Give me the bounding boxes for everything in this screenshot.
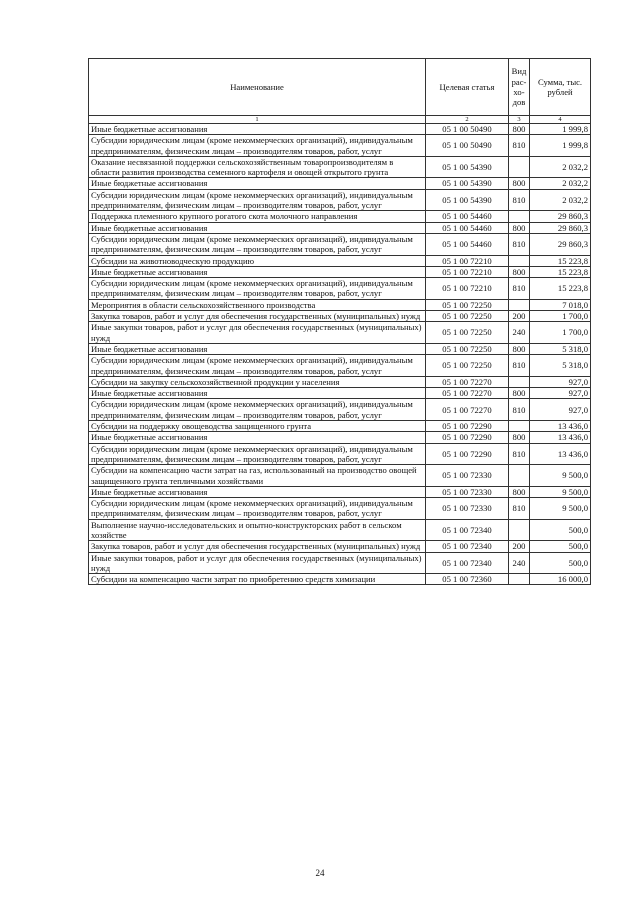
row-code-cell: 05 1 00 72330 <box>426 486 509 497</box>
table-row <box>89 211 591 222</box>
table-row <box>89 574 591 585</box>
header-name: Наименование <box>89 59 426 116</box>
table-row <box>89 156 591 178</box>
row-code-cell: 05 1 00 72290 <box>426 443 509 465</box>
row-name-cell: Иные бюджетные ассигнования <box>89 266 426 277</box>
row-sum-cell: 927,0 <box>530 399 591 421</box>
row-code-cell: 05 1 00 54460 <box>426 233 509 255</box>
row-vid-cell: 810 <box>509 233 530 255</box>
row-code-cell: 05 1 00 72270 <box>426 388 509 399</box>
row-name-cell: Иные бюджетные ассигнования <box>89 432 426 443</box>
row-vid-cell <box>509 299 530 310</box>
row-sum-cell: 15 223,8 <box>530 278 591 300</box>
row-sum-cell: 13 436,0 <box>530 443 591 465</box>
table-row <box>89 322 591 344</box>
page-number: 24 <box>315 868 325 878</box>
row-name-cell: Мероприятия в области сельскохозяйственного производства <box>89 299 426 310</box>
row-vid-cell <box>509 255 530 266</box>
table-row <box>89 278 591 300</box>
row-vid-cell: 800 <box>509 486 530 497</box>
column-number: 2 <box>426 116 509 124</box>
row-vid-cell: 810 <box>509 278 530 300</box>
table-row <box>89 189 591 211</box>
table-row <box>89 498 591 520</box>
row-sum-cell: 9 500,0 <box>530 486 591 497</box>
row-name-cell: Закупка товаров, работ и услуг для обеспечения государственных (муниципальных) нужд <box>89 311 426 322</box>
row-sum-cell: 9 500,0 <box>530 498 591 520</box>
row-vid-cell <box>509 421 530 432</box>
table-row <box>89 399 591 421</box>
row-code-cell: 05 1 00 72250 <box>426 322 509 344</box>
row-sum-cell: 1 700,0 <box>530 311 591 322</box>
row-code-cell: 05 1 00 50490 <box>426 124 509 135</box>
row-vid-cell: 800 <box>509 178 530 189</box>
row-vid-cell: 800 <box>509 222 530 233</box>
row-vid-cell <box>509 465 530 487</box>
row-name-cell: Субсидии юридическим лицам (кроме некоммерческих организаций), индивидуальным предпринимателям, физическим лицам – производителям товаров, работ, услуг <box>89 355 426 377</box>
column-number-row <box>89 116 591 124</box>
row-sum-cell: 13 436,0 <box>530 421 591 432</box>
row-sum-cell: 1 700,0 <box>530 322 591 344</box>
row-sum-cell: 29 860,3 <box>530 233 591 255</box>
table-row <box>89 124 591 135</box>
column-number: 4 <box>530 116 591 124</box>
row-sum-cell: 15 223,8 <box>530 255 591 266</box>
row-name-cell: Поддержка племенного крупного рогатого скота молочного направления <box>89 211 426 222</box>
row-vid-cell: 240 <box>509 552 530 574</box>
header-vid: Вид рас-хо-дов <box>509 59 530 116</box>
table-header-row <box>89 59 591 116</box>
row-sum-cell: 7 018,0 <box>530 299 591 310</box>
row-sum-cell: 500,0 <box>530 541 591 552</box>
row-code-cell: 05 1 00 72210 <box>426 278 509 300</box>
row-vid-cell <box>509 574 530 585</box>
table-row <box>89 541 591 552</box>
table-row <box>89 443 591 465</box>
row-code-cell: 05 1 00 54460 <box>426 211 509 222</box>
row-code-cell: 05 1 00 72250 <box>426 299 509 310</box>
row-sum-cell: 2 032,2 <box>530 189 591 211</box>
row-name-cell: Оказание несвязанной поддержки сельскохозяйственным товаропроизводителям в области развития производства семенного картофеля и овощей открытого грунта <box>89 156 426 178</box>
row-code-cell: 05 1 00 72270 <box>426 399 509 421</box>
row-sum-cell: 29 860,3 <box>530 222 591 233</box>
table-row <box>89 266 591 277</box>
row-name-cell: Закупка товаров, работ и услуг для обеспечения государственных (муниципальных) нужд <box>89 541 426 552</box>
row-sum-cell: 9 500,0 <box>530 465 591 487</box>
row-vid-cell: 800 <box>509 266 530 277</box>
row-code-cell: 05 1 00 72290 <box>426 421 509 432</box>
row-vid-cell: 800 <box>509 124 530 135</box>
table-row <box>89 486 591 497</box>
table-row <box>89 233 591 255</box>
row-name-cell: Субсидии юридическим лицам (кроме некоммерческих организаций), индивидуальным предпринимателям, физическим лицам – производителям товаров, работ, услуг <box>89 135 426 157</box>
table-row <box>89 355 591 377</box>
column-number: 3 <box>509 116 530 124</box>
table-body <box>89 124 591 585</box>
row-name-cell: Иные бюджетные ассигнования <box>89 124 426 135</box>
row-name-cell: Иные бюджетные ассигнования <box>89 388 426 399</box>
row-vid-cell: 800 <box>509 343 530 354</box>
row-name-cell: Иные бюджетные ассигнования <box>89 486 426 497</box>
table-row <box>89 343 591 354</box>
row-vid-cell: 800 <box>509 432 530 443</box>
header-sum: Сумма, тыс. рублей <box>530 59 591 116</box>
row-code-cell: 05 1 00 72210 <box>426 255 509 266</box>
row-code-cell: 05 1 00 72270 <box>426 376 509 387</box>
table-row <box>89 552 591 574</box>
row-vid-cell: 810 <box>509 498 530 520</box>
row-sum-cell: 1 999,8 <box>530 135 591 157</box>
row-name-cell: Субсидии юридическим лицам (кроме некоммерческих организаций), индивидуальным предпринимателям, физическим лицам – производителям товаров, работ, услуг <box>89 189 426 211</box>
row-sum-cell: 500,0 <box>530 519 591 541</box>
row-vid-cell: 810 <box>509 189 530 211</box>
row-sum-cell: 16 000,0 <box>530 574 591 585</box>
table-row <box>89 222 591 233</box>
row-name-cell: Субсидии юридическим лицам (кроме некоммерческих организаций), индивидуальным предпринимателям, физическим лицам – производителям товаров, работ, услуг <box>89 278 426 300</box>
row-sum-cell: 927,0 <box>530 376 591 387</box>
row-vid-cell: 810 <box>509 399 530 421</box>
table-row <box>89 255 591 266</box>
row-sum-cell: 2 032,2 <box>530 178 591 189</box>
row-name-cell: Субсидии юридическим лицам (кроме некоммерческих организаций), индивидуальным предпринимателям, физическим лицам – производителям товаров, работ, услуг <box>89 399 426 421</box>
row-vid-cell: 810 <box>509 135 530 157</box>
table-row <box>89 432 591 443</box>
row-vid-cell: 810 <box>509 355 530 377</box>
row-vid-cell <box>509 211 530 222</box>
row-name-cell: Выполнение научно-исследовательских и опытно-конструкторских работ в сельском хозяйстве <box>89 519 426 541</box>
row-sum-cell: 927,0 <box>530 388 591 399</box>
table-row <box>89 135 591 157</box>
row-name-cell: Субсидии юридическим лицам (кроме некоммерческих организаций), индивидуальным предпринимателям, физическим лицам – производителям товаров, работ, услуг <box>89 443 426 465</box>
row-name-cell: Субсидии на компенсацию части затрат по приобретению средств химизации <box>89 574 426 585</box>
row-name-cell: Субсидии юридическим лицам (кроме некоммерческих организаций), индивидуальным предпринимателям, физическим лицам – производителям товаров, работ, услуг <box>89 498 426 520</box>
row-code-cell: 05 1 00 72290 <box>426 432 509 443</box>
row-name-cell: Иные закупки товаров, работ и услуг для обеспечения государственных (муниципальных) нужд <box>89 552 426 574</box>
row-code-cell: 05 1 00 50490 <box>426 135 509 157</box>
table-row <box>89 311 591 322</box>
row-sum-cell: 5 318,0 <box>530 343 591 354</box>
row-name-cell: Иные закупки товаров, работ и услуг для обеспечения государственных (муниципальных) нужд <box>89 322 426 344</box>
row-name-cell: Иные бюджетные ассигнования <box>89 222 426 233</box>
row-code-cell: 05 1 00 72360 <box>426 574 509 585</box>
row-code-cell: 05 1 00 54390 <box>426 178 509 189</box>
budget-page <box>88 58 590 585</box>
budget-table <box>88 58 591 585</box>
row-sum-cell: 2 032,2 <box>530 156 591 178</box>
row-vid-cell <box>509 376 530 387</box>
row-sum-cell: 1 999,8 <box>530 124 591 135</box>
row-code-cell: 05 1 00 72340 <box>426 541 509 552</box>
row-code-cell: 05 1 00 72330 <box>426 498 509 520</box>
row-name-cell: Иные бюджетные ассигнования <box>89 343 426 354</box>
table-row <box>89 421 591 432</box>
table-row <box>89 465 591 487</box>
table-row <box>89 388 591 399</box>
row-code-cell: 05 1 00 72250 <box>426 311 509 322</box>
row-code-cell: 05 1 00 72340 <box>426 519 509 541</box>
table-row <box>89 178 591 189</box>
row-code-cell: 05 1 00 54460 <box>426 222 509 233</box>
row-name-cell: Субсидии на компенсацию части затрат на газ, использованный на производство овощей защищенного грунта тепличными хозяйствами <box>89 465 426 487</box>
table-row <box>89 299 591 310</box>
row-sum-cell: 15 223,8 <box>530 266 591 277</box>
header-target: Целевая статья <box>426 59 509 116</box>
row-sum-cell: 500,0 <box>530 552 591 574</box>
column-number: 1 <box>89 116 426 124</box>
row-sum-cell: 29 860,3 <box>530 211 591 222</box>
row-vid-cell <box>509 519 530 541</box>
row-sum-cell: 5 318,0 <box>530 355 591 377</box>
row-code-cell: 05 1 00 72340 <box>426 552 509 574</box>
row-vid-cell: 200 <box>509 541 530 552</box>
row-name-cell: Субсидии на поддержку овощеводства защищенного грунта <box>89 421 426 432</box>
row-name-cell: Субсидии юридическим лицам (кроме некоммерческих организаций), индивидуальным предпринимателям, физическим лицам – производителям товаров, работ, услуг <box>89 233 426 255</box>
row-code-cell: 05 1 00 72250 <box>426 355 509 377</box>
row-code-cell: 05 1 00 72210 <box>426 266 509 277</box>
row-sum-cell: 13 436,0 <box>530 432 591 443</box>
row-code-cell: 05 1 00 72330 <box>426 465 509 487</box>
row-name-cell: Иные бюджетные ассигнования <box>89 178 426 189</box>
row-vid-cell: 800 <box>509 388 530 399</box>
row-name-cell: Субсидии на животноводческую продукцию <box>89 255 426 266</box>
table-row <box>89 519 591 541</box>
row-name-cell: Субсидии на закупку сельскохозяйственной продукции у населения <box>89 376 426 387</box>
row-vid-cell <box>509 156 530 178</box>
row-code-cell: 05 1 00 54390 <box>426 189 509 211</box>
table-row <box>89 376 591 387</box>
row-vid-cell: 200 <box>509 311 530 322</box>
row-code-cell: 05 1 00 54390 <box>426 156 509 178</box>
row-vid-cell: 240 <box>509 322 530 344</box>
row-code-cell: 05 1 00 72250 <box>426 343 509 354</box>
row-vid-cell: 810 <box>509 443 530 465</box>
